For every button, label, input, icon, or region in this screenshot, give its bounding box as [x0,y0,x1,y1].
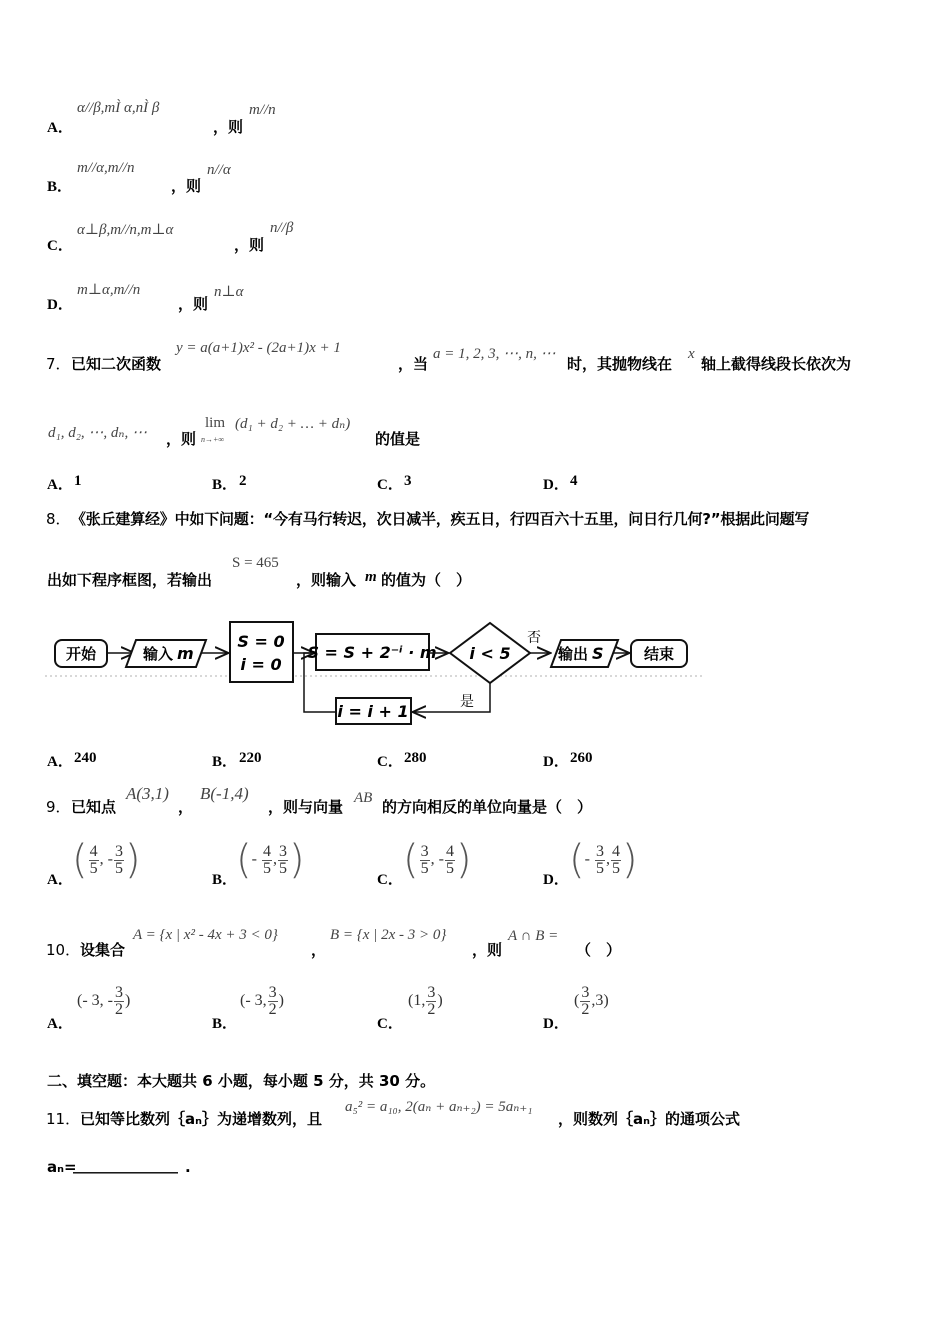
result-expr: m//n [249,102,276,118]
option-label: A． [47,1016,73,1032]
input-var: m [365,569,377,585]
question-text: 设集合 [80,941,126,959]
question-text: ，则 [472,941,503,959]
option-label: C． [377,872,403,888]
condition-expr: a₅² = a₁₀, 2(aₙ + aₙ₊₂) = 5aₙ₊₁ [345,1099,533,1115]
question-text: ，则数列｛aₙ｝的通项公式 [558,1110,740,1128]
option-value: 240 [74,750,97,766]
option-label: D． [543,872,569,888]
option-value: 4 [570,473,578,489]
point-a: A(3,1) [126,784,169,803]
option-label: B． [212,1016,238,1032]
option-label: B． [47,179,73,195]
option-vector: ( $\frac{4}{5}$ , - $\frac{3}{5}$ ) [72,837,141,883]
option-interval: (- 3, - $\frac{3}{2}$ ) [77,984,131,1018]
question-text: 的值为（ ） [381,571,472,589]
question-text: 的方向相反的单位向量是（ ） [382,798,593,816]
condition-expr: a = 1, 2, 3, ⋯, n, ⋯ [433,346,556,362]
answer-end: . [185,1158,191,1176]
set-b-expr: B = {x | 2x - 3 > 0} [330,927,447,943]
option-label: D． [47,297,73,313]
option-value: 1 [74,473,82,489]
output-expr: S = 465 [232,555,279,571]
question-text: 《张丘建算经》中如下问题：“今有马行转迟，次日减半，疾五日，行四百六十五里，问日行几何?”根据此问题写 [71,510,810,528]
init-i-label: i = 0 [240,655,282,674]
option-vector: (- $\frac{3}{5}$ , $\frac{4}{5}$ ) [569,837,638,883]
end-label: 结束 [643,645,675,663]
question-text: 已知点 [71,798,117,816]
question-text: ，当 [398,355,429,373]
question-number: 9． [46,798,71,816]
axis-var: x [688,346,695,362]
function-expr: y = a(a+1)x² - (2a+1)x + 1 [176,340,341,356]
premise-expr: α⊥β,m//n,m⊥α [77,222,174,238]
result-expr: n//α [207,162,231,178]
init-s-label: S = 0 [237,632,285,651]
question-number: 11． [46,1110,81,1128]
point-b: B(-1,4) [200,784,249,803]
conj-text: ，则 [213,118,244,136]
question-number: 10． [46,941,81,959]
premise-expr: m⊥α,m//n [77,282,141,298]
option-label: A． [47,754,73,770]
start-label: 开始 [65,645,97,663]
option-vector: ( $\frac{3}{5}$ , - $\frac{4}{5}$ ) [403,837,472,883]
option-label: C． [377,754,403,770]
question-text: 的值是 [375,430,421,448]
sequence-expr: d₁, d₂, ⋯, dₙ, ⋯ [48,425,148,441]
option-label: B． [212,754,238,770]
output-var-label: S [592,644,604,663]
option-label: B． [212,872,238,888]
increment-label: i = i + 1 [337,702,409,721]
limit-expr: (d₁ + d₂ + … + dₙ) [235,416,351,432]
section-heading: 二、填空题：本大题共 6 小题，每小题 5 分，共 30 分。 [47,1072,436,1090]
option-value: 2 [239,473,247,489]
result-expr: n⊥α [214,284,244,300]
conj-text: ，则 [178,295,209,313]
option-label: D． [543,477,569,493]
option-interval: (1, $\frac{3}{2}$ ) [408,984,443,1018]
option-label: D． [543,1016,569,1032]
option-label: A． [47,477,73,493]
answer-blank[interactable]: ______________ [73,1156,178,1174]
premise-expr: m//α,m//n [77,160,135,176]
question-text: 出如下程序框图，若输出 [47,571,213,589]
separator: ， [178,798,194,816]
conj-text: ，则 [171,177,202,195]
option-label: A． [47,120,73,136]
intersection-expr: A ∩ B = [508,928,559,944]
question-text: 已知二次函数 [71,355,162,373]
question-text: ，则 [166,430,197,448]
option-value: 280 [404,750,427,766]
question-text: 已知等比数列｛aₙ｝为递增数列，且 [80,1110,322,1128]
question-text: 轴上截得线段长依次为 [701,355,852,373]
option-interval: (- 3, $\frac{3}{2}$ ) [240,984,284,1018]
yes-label: 是 [460,694,474,710]
update-label: S = S + 2⁻ⁱ · m [307,643,437,662]
premise-expr: α//β,mÌ α,nÌ β [77,100,160,116]
input-label: 输入 [143,645,174,663]
option-vector: (- $\frac{4}{5}$ , $\frac{3}{5}$ ) [236,837,305,883]
question-text: ，则输入 [296,571,357,589]
option-label: D． [543,754,569,770]
output-label: 输出 [558,645,589,663]
option-label: C． [377,1016,403,1032]
set-a-expr: A = {x | x² - 4x + 3 < 0} [133,927,278,943]
option-value: 220 [239,750,262,766]
no-label: 否 [527,630,541,646]
option-value: 3 [404,473,412,489]
program-flowchart [40,612,710,742]
option-label: C． [377,477,403,493]
option-label: B． [212,477,238,493]
option-value: 260 [570,750,593,766]
question-number: 8． [46,510,71,528]
option-label: A． [47,872,73,888]
limit-subscript: n→+∞ [201,435,225,444]
conj-text: ，则 [234,236,265,254]
vector-ab: AB [354,790,373,806]
limit-word: lim [205,415,226,431]
yes-branch-arrow [414,683,490,712]
condition-label: i < 5 [469,644,511,663]
question-number: 7． [46,355,71,373]
input-var-label: m [177,644,194,663]
question-text: ，则与向量 [268,798,344,816]
option-interval: ( $\frac{3}{2}$ ,3) [574,984,609,1018]
question-text: 时，其抛物线在 [567,355,673,373]
question-text: （ ） [576,941,622,959]
result-expr: n//β [270,220,294,236]
option-label: C． [47,238,73,254]
answer-prefix: aₙ= [47,1158,77,1176]
separator: ， [311,941,327,959]
